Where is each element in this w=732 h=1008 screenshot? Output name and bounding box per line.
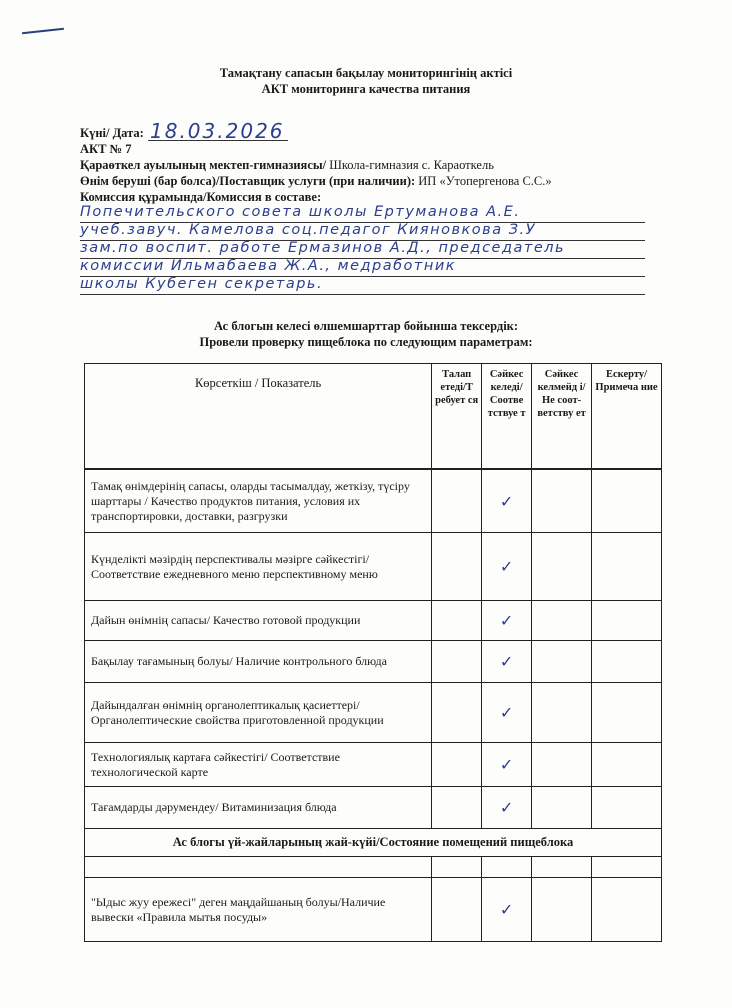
cell-noncompliant bbox=[532, 878, 592, 942]
cell-note bbox=[592, 743, 662, 787]
commission-rule-5 bbox=[80, 294, 645, 295]
cell-note bbox=[592, 641, 662, 683]
header-noncompliant: Сәйкес келмейд і/ Не соот- ветству ет bbox=[532, 364, 592, 469]
cell-noncompliant bbox=[532, 641, 592, 683]
table-header-row bbox=[85, 364, 662, 469]
table-row bbox=[85, 743, 662, 787]
header-compliant: Сәйкес келеді/ Соотве тствуе т bbox=[482, 364, 532, 469]
cell-required bbox=[432, 683, 482, 743]
cell-required bbox=[432, 533, 482, 601]
cell-noncompliant bbox=[532, 743, 592, 787]
cell-noncompliant bbox=[532, 470, 592, 533]
commission-text-4: комиссии Ильмабаева Ж.А., медработник bbox=[80, 258, 457, 274]
title-ru: АКТ мониторинга качества питания bbox=[261, 82, 471, 96]
cell-note bbox=[592, 601, 662, 641]
cell-noncompliant bbox=[532, 787, 592, 829]
row-label: Тағамдарды дәрумендеу/ Витаминизация блюда bbox=[85, 787, 432, 829]
cell-note bbox=[592, 470, 662, 533]
header-note: Ескерту/ Примеча ние bbox=[592, 364, 662, 469]
check-mark-icon: ✓ bbox=[482, 533, 532, 601]
cell-note bbox=[592, 683, 662, 743]
cell-note bbox=[592, 533, 662, 601]
gap-row bbox=[85, 857, 662, 878]
row-label: Технологиялық картаға сәйкестігі/ Соответствие технологической карте bbox=[85, 743, 432, 787]
date-label: Күні/ Дата: bbox=[80, 126, 144, 140]
check-mark-icon: ✓ bbox=[482, 683, 532, 743]
table-row bbox=[85, 470, 662, 533]
section-intro-ru: Провели проверку пищеблока по следующим параметрам: bbox=[199, 335, 533, 349]
row-label: Дайындалған өнімнің органолептикалық қасиеттері/Органолептические свойства приготовленной продукции bbox=[85, 683, 432, 743]
school-value: Школа-гимназия с. Караоткель bbox=[326, 158, 494, 172]
header-indicator: Көрсеткіш / Показатель bbox=[85, 364, 432, 469]
commission-text-3: зам.по воспит. работе Ермазинов А.Д., председатель bbox=[80, 240, 566, 256]
check-mark-icon: ✓ bbox=[482, 787, 532, 829]
table-row bbox=[85, 787, 662, 829]
row-label: "Ыдыс жуу ережесі" деген маңдайшаның болуы/Наличие вывески «Правила мытья посуды» bbox=[85, 878, 432, 942]
date-line bbox=[80, 126, 144, 141]
date-value: 18.03.2026 bbox=[150, 119, 285, 143]
table-row bbox=[85, 641, 662, 683]
check-mark-icon: ✓ bbox=[482, 470, 532, 533]
gap-cell bbox=[532, 857, 592, 878]
gap-cell bbox=[85, 857, 432, 878]
table-row bbox=[85, 533, 662, 601]
gap-cell bbox=[482, 857, 532, 878]
row-label: Күнделікті мәзірдің перспективалы мәзірге сәйкестігі/ Соответствие ежедневного меню перспективному меню bbox=[85, 533, 432, 601]
row-label: Дайын өнімнің сапасы/ Качество готовой продукции bbox=[85, 601, 432, 641]
cell-noncompliant bbox=[532, 683, 592, 743]
row-label: Тамақ өнімдерінің сапасы, оларды тасымалдау, жеткізу, түсіру шарттары / Качество продуктов питания, условия их транспортировки, доставки, разгрузки bbox=[85, 470, 432, 533]
check-mark-icon: ✓ bbox=[482, 641, 532, 683]
row-label: Бақылау тағамының болуы/ Наличие контрольного блюда bbox=[85, 641, 432, 683]
scan-pen-mark bbox=[22, 28, 64, 34]
cell-required bbox=[432, 470, 482, 533]
section-title: Ас блогы үй-жайларының жай-күйі/Состояние помещений пищеблока bbox=[85, 829, 662, 857]
supplier-line bbox=[80, 174, 552, 189]
table-row bbox=[85, 683, 662, 743]
commission-text-2: учеб.завуч. Камелова соц.педагог Кияновкова З.У bbox=[80, 222, 536, 238]
gap-cell bbox=[432, 857, 482, 878]
cell-noncompliant bbox=[532, 601, 592, 641]
act-label: АКТ № 7 bbox=[80, 142, 132, 156]
check-mark-icon: ✓ bbox=[482, 878, 532, 942]
section-row bbox=[85, 829, 662, 857]
inspection-table bbox=[84, 363, 662, 942]
check-mark-icon: ✓ bbox=[482, 743, 532, 787]
section-intro-kz: Ас блогын келесі өлшемшарттар бойынша тексердік: bbox=[213, 319, 519, 333]
school-line bbox=[80, 158, 494, 173]
cell-note bbox=[592, 787, 662, 829]
commission-line bbox=[80, 190, 321, 205]
cell-required bbox=[432, 787, 482, 829]
header-required: Талап етеді/Т ребует ся bbox=[432, 364, 482, 469]
cell-required bbox=[432, 743, 482, 787]
title-kz: Тамақтану сапасын бақылау мониторингінің актісі bbox=[219, 66, 513, 80]
cell-required bbox=[432, 878, 482, 942]
table-row bbox=[85, 878, 662, 942]
commission-text-1: Попечительского совета школы Ертумановa А.Е. bbox=[80, 204, 521, 220]
commission-text-5: школы Кубеген секретарь. bbox=[80, 276, 324, 292]
act-number bbox=[80, 142, 132, 157]
table-row bbox=[85, 601, 662, 641]
school-label: Қараөткел ауылының мектеп-гимназиясы/ bbox=[80, 158, 327, 172]
supplier-label: Өнім беруші (бар болса)/Поставщик услуги (при наличии): bbox=[80, 174, 416, 188]
commission-label: Комиссия құрамында/Комиссия в составе: bbox=[80, 190, 322, 204]
gap-cell bbox=[592, 857, 662, 878]
cell-required bbox=[432, 641, 482, 683]
cell-note bbox=[592, 878, 662, 942]
check-mark-icon: ✓ bbox=[482, 601, 532, 641]
supplier-value: ИП «Утопергенова С.С.» bbox=[415, 174, 552, 188]
cell-noncompliant bbox=[532, 533, 592, 601]
cell-required bbox=[432, 601, 482, 641]
